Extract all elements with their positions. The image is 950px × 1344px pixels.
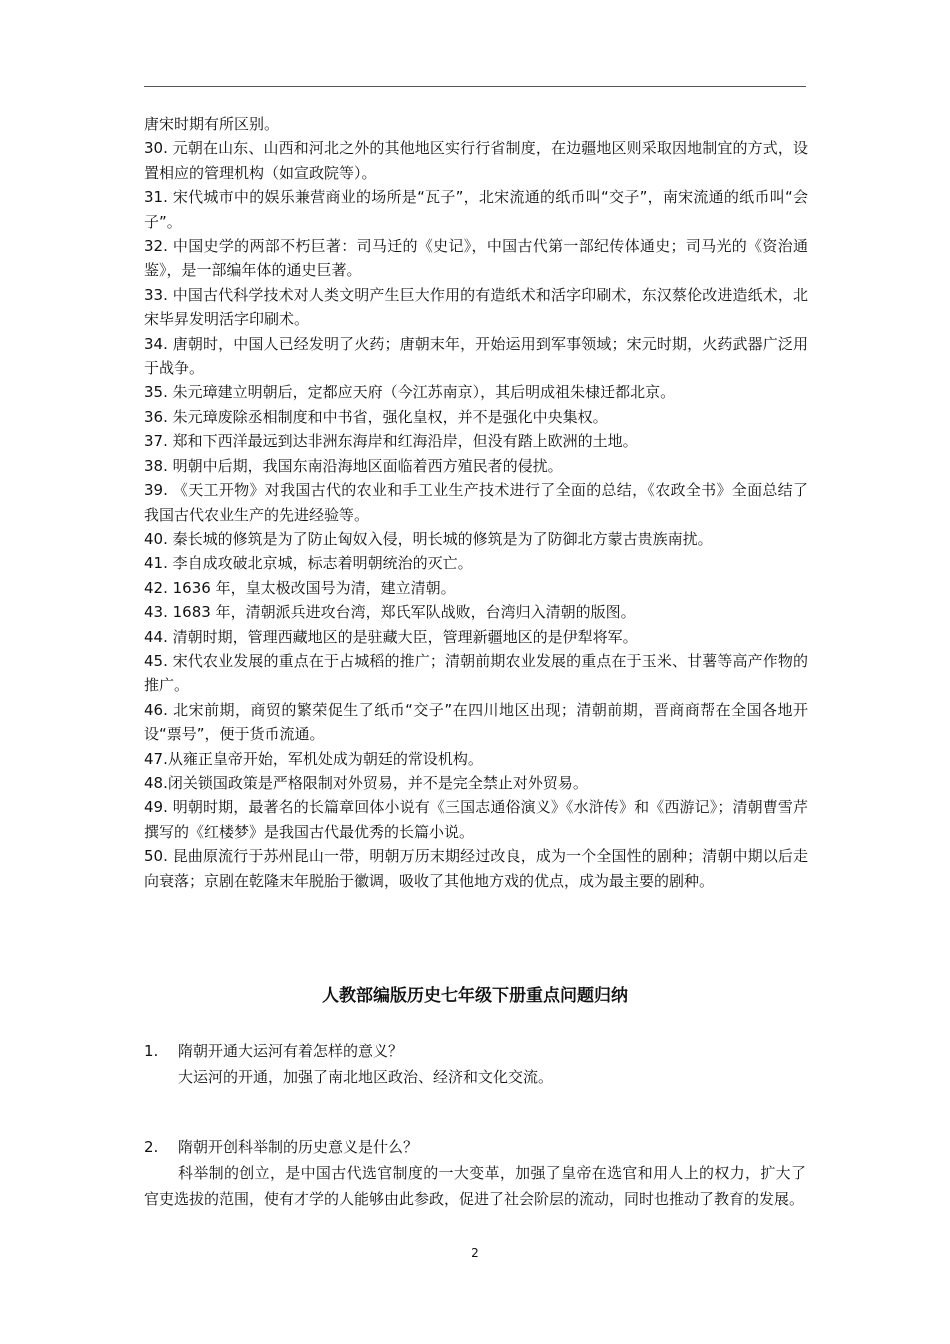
list-item: 33. 中国古代科学技术对人类文明产生巨大作用的有造纸术和活字印刷术，东汉蔡伦改进造纸术，北宋毕昇发明活字印刷术。 — [144, 285, 808, 329]
list-item: 48.闭关锁国政策是严格限制对外贸易，并不是完全禁止对外贸易。 — [144, 773, 588, 792]
question-block — [144, 1038, 806, 1090]
list-item: 41. 李自成攻破北京城，标志着明朝统治的灭亡。 — [144, 554, 473, 573]
question-number: 2. — [144, 1138, 159, 1156]
list-item: 37. 郑和下西洋最远到达非洲东海岸和红海沿岸，但没有踏上欧洲的土地。 — [144, 432, 638, 451]
header-rule — [144, 86, 806, 87]
list-item: 38. 明朝中后期，我国东南沿海地区面临着西方殖民者的侵扰。 — [144, 456, 563, 475]
list-item: 42. 1636 年，皇太极改国号为清，建立清朝。 — [144, 578, 456, 597]
list-item: 45. 宋代农业发展的重点在于占城稻的推广；清朝前期农业发展的重点在于玉米、甘薯等高产作物的推广。 — [144, 651, 808, 695]
list-item: 32. 中国史学的两部不朽巨著：司马迁的《史记》，中国古代第一部纪传体通史；司马光的《资治通鉴》，是一部编年体的通史巨著。 — [144, 237, 808, 280]
page-number: 2 — [471, 1246, 479, 1260]
list-item: 30. 元朝在山东、山西和河北之外的其他地区实行行省制度，在边疆地区则采取因地制宜的方式，设置相应的管理机构（如宣政院等）。 — [144, 139, 808, 182]
list-item: 50. 昆曲原流行于苏州昆山一带，明朝万历末期经过改良，成为一个全国性的剧种；清朝中期以后走向衰落；京剧在乾隆末年脱胎于徽调，吸收了其他地方戏的优点，成为最主要的剧种。 — [144, 847, 808, 890]
list-item: 35. 朱元璋建立明朝后，定都应天府（今江苏南京），其后明成祖朱棣迁都北京。 — [144, 383, 676, 402]
list-item: 唐宋时期有所区别。 — [144, 115, 280, 133]
list-item: 46. 北宋前期，商贸的繁荣促生了纸币“交子”在四川地区出现；清朝前期，晋商商帮在全国各地开设“票号”，便于货币流通。 — [144, 700, 808, 744]
question-title: 隋朝开创科举制的历史意义是什么？ — [178, 1138, 419, 1156]
section-heading: 人教部编版历史七年级下册重点问题归纳 — [322, 986, 628, 1006]
list-item: 36. 朱元璋废除丞相制度和中书省，强化皇权，并不是强化中央集权。 — [144, 407, 608, 426]
list-item: 34. 唐朝时，中国人已经发明了火药；唐朝末年，开始运用到军事领域；宋元时期，火药武器广泛用于战争。 — [144, 334, 808, 378]
list-item: 49. 明朝时期，最著名的长篇章回体小说有《三国志通俗演义》《水浒传》和《西游记》；清朝曹雪芹撰写的《红楼梦》是我国古代最优秀的长篇小说。 — [144, 798, 808, 841]
key-points-list — [144, 112, 808, 893]
question-answer: 科举制的创立，是中国古代选官制度的一大变革，加强了皇帝在选官和用人上的权力，扩大了官吏选拔的范围，使有才学的人能够由此参政，促进了社会阶层的流动，同时也推动了教育的发展。 — [144, 1164, 806, 1208]
list-item: 43. 1683 年，清朝派兵进攻台湾，郑氏军队战败，台湾归入清朝的版图。 — [144, 603, 636, 622]
list-item: 39. 《天工开物》对我国古代的农业和手工业生产技术进行了全面的总结，《农政全书》全面总结了我国古代农业生产的先进经验等。 — [144, 481, 808, 524]
question-title: 隋朝开通大运河有着怎样的意义？ — [178, 1042, 404, 1060]
list-item: 44. 清朝时期，管理西藏地区的是驻藏大臣，管理新疆地区的是伊犁将军。 — [144, 627, 638, 646]
list-item: 47.从雍正皇帝开始，军机处成为朝廷的常设机构。 — [144, 749, 483, 768]
question-number: 1. — [144, 1042, 159, 1060]
question-block — [144, 1134, 806, 1212]
list-item: 40. 秦长城的修筑是为了防止匈奴入侵，明长城的修筑是为了防御北方蒙古贵族南扰。 — [144, 529, 713, 548]
question-answer: 大运河的开通，加强了南北地区政治、经济和文化交流。 — [178, 1068, 554, 1086]
question-line — [144, 1038, 806, 1064]
list-item: 31. 宋代城市中的娱乐兼营商业的场所是“瓦子”，北宋流通的纸币叫“交子”，南宋流通的纸币叫“会子”。 — [144, 188, 808, 231]
question-line — [144, 1134, 806, 1160]
